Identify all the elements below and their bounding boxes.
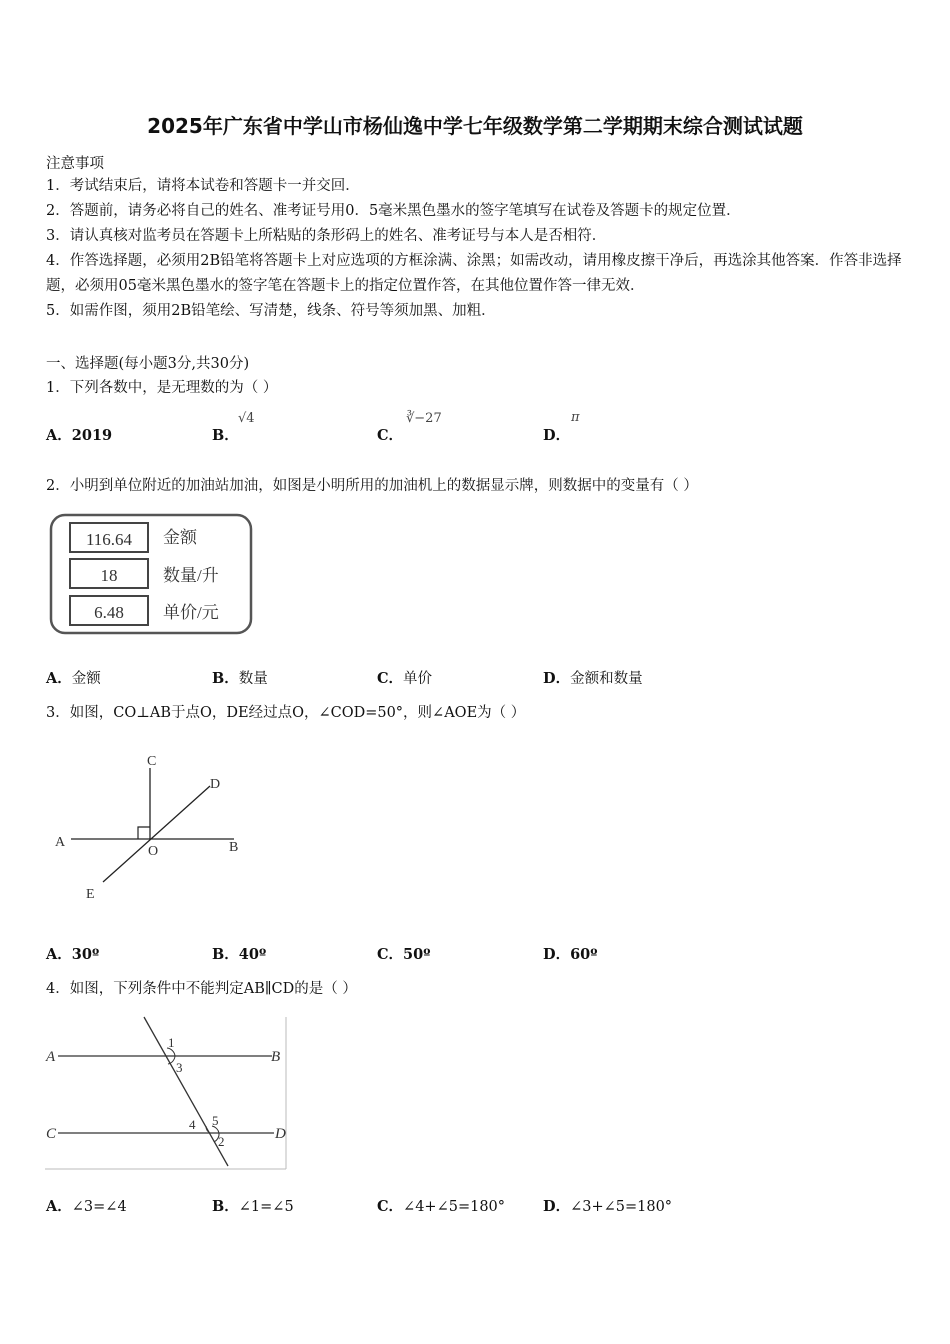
- label-angle-4: 4: [189, 1117, 196, 1132]
- question-1-stem: 1．下列各数中，是无理数的为（ ）: [46, 380, 278, 396]
- q2-option-c[interactable]: C．单价: [377, 670, 433, 687]
- q2-option-a[interactable]: A．金额: [46, 670, 101, 687]
- amount-label: 金额: [163, 528, 197, 547]
- q2-option-d[interactable]: D．金额和数量: [543, 670, 643, 687]
- notice-item: 4．作答选择题，必须用2B铅笔将答题卡上对应选项的方框涂满、涂黑；如需改动，请用橡皮擦干净后，再选涂其他答案．作答非选择题，必须用05毫米黑色墨水的签字笔在答题卡上的指定位置作答，在其他位置作答一律无效．: [46, 253, 902, 294]
- parallel-lines-figure-q4: [42, 1014, 292, 1172]
- q1-option-a[interactable]: A．2019: [46, 427, 113, 444]
- label-e: E: [86, 887, 95, 902]
- section-title: 一、选择题(每小题3分,共30分): [46, 356, 250, 372]
- fuel-display-figure: [48, 512, 258, 638]
- notice-item: 2．答题前，请务必将自己的姓名、准考证号用0．5毫米黑色墨水的签字笔填写在试卷及答题卡的规定位置．: [46, 203, 741, 219]
- q3-option-a[interactable]: A．30º: [46, 946, 100, 963]
- amount-value: 116.64: [85, 530, 133, 549]
- label-angle-2: 2: [218, 1134, 225, 1149]
- label-b: B: [229, 840, 239, 855]
- notice-item: 3．请认真核对监考员在答题卡上所粘贴的条形码上的姓名、准考证号与本人是否相符．: [46, 228, 607, 244]
- q4-option-d[interactable]: D．∠3+∠5=180°: [543, 1198, 673, 1215]
- line-de: [103, 786, 210, 882]
- notice-list: [46, 174, 906, 324]
- q1-option-b[interactable]: B．: [212, 427, 239, 444]
- q3-option-c[interactable]: C．50º: [377, 946, 431, 963]
- q2-option-b[interactable]: B．数量: [212, 670, 268, 687]
- label-c: C: [147, 754, 157, 769]
- q4-option-a[interactable]: A．∠3=∠4: [46, 1198, 127, 1215]
- q1-option-c-math: ∛−27: [406, 411, 442, 426]
- label-a: A: [55, 835, 66, 850]
- label-b: B: [271, 1049, 281, 1065]
- right-angle-mark: [138, 827, 150, 839]
- question-2-stem: 2．小明到单位附近的加油站加油，如图是小明所用的加油机上的数据显示牌，则数据中的变量有（ ）: [46, 478, 698, 494]
- label-angle-5: 5: [212, 1113, 219, 1128]
- quantity-label: 数量/升: [163, 566, 219, 585]
- label-o: O: [148, 844, 159, 859]
- notice-item: 5．如需作图，须用2B铅笔绘、写清楚，线条、符号等须加黑、加粗．: [46, 303, 496, 319]
- q1-option-d[interactable]: D．: [543, 427, 571, 444]
- q1-option-b-math: √4: [238, 411, 255, 426]
- price-value: 6.48: [94, 603, 124, 622]
- q1-option-c[interactable]: C．: [377, 427, 404, 444]
- label-c: C: [46, 1126, 57, 1142]
- q4-option-b[interactable]: B．∠1=∠5: [212, 1198, 294, 1215]
- display-frame: [51, 515, 251, 633]
- question-3-stem: 3．如图，CO⊥AB于点O，DE经过点O，∠COD=50°，则∠AOE为（ ）: [46, 705, 526, 721]
- label-angle-1: 1: [168, 1035, 175, 1050]
- angle-figure-q3: [46, 748, 256, 908]
- page-title: 2025年广东省中学山市杨仙逸中学七年级数学第二学期期末综合测试试题: [147, 114, 803, 138]
- q4-option-c[interactable]: C．∠4+∠5=180°: [377, 1198, 506, 1215]
- angle-3-arc: [168, 1056, 175, 1064]
- q3-option-b[interactable]: B．40º: [212, 946, 267, 963]
- label-angle-3: 3: [176, 1060, 183, 1075]
- transversal: [144, 1017, 228, 1166]
- label-d: D: [210, 777, 221, 792]
- q3-option-d[interactable]: D．60º: [543, 946, 598, 963]
- quantity-value: 18: [100, 566, 118, 585]
- notice-heading: 注意事项: [46, 156, 104, 172]
- label-d: D: [275, 1126, 286, 1142]
- q1-option-d-math: π: [571, 410, 580, 425]
- price-label: 单价/元: [163, 603, 219, 622]
- notice-item: 1．考试结束后，请将本试卷和答题卡一并交回．: [46, 178, 360, 194]
- label-a: A: [46, 1049, 56, 1065]
- question-4-stem: 4．如图，下列条件中不能判定AB∥CD的是（ ）: [46, 981, 357, 997]
